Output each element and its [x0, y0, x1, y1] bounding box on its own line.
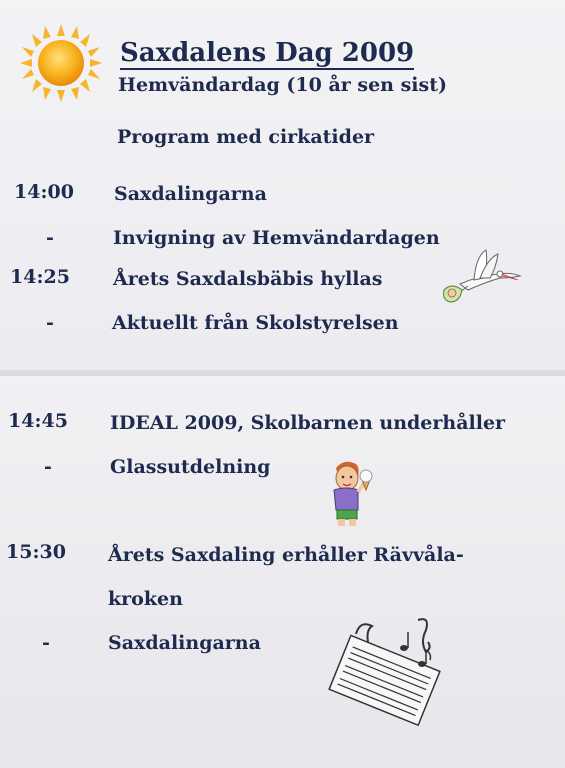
section-heading: Program med cirkatider	[117, 126, 375, 148]
sheet-music-icon	[322, 612, 450, 730]
sun-icon	[18, 22, 104, 104]
page-title: Saxdalens Dag 2009	[120, 38, 415, 68]
program-time: -	[46, 312, 54, 334]
program-activity: Aktuellt från Skolstyrelsen	[112, 312, 399, 334]
program-activity: Invigning av Hemvändardagen	[113, 227, 440, 249]
program-time: 14:00	[14, 181, 74, 203]
child-ice-cream-icon	[326, 458, 378, 528]
program-time: -	[42, 632, 50, 654]
program-activity: kroken	[108, 588, 183, 610]
program-time: -	[44, 456, 52, 478]
program-time: -	[46, 227, 54, 249]
program-activity: Årets Saxdaling erhåller Rävvåla-	[108, 544, 464, 566]
stork-icon	[438, 246, 524, 306]
program-activity: IDEAL 2009, Skolbarnen underhåller	[110, 412, 506, 434]
program-time: 14:45	[8, 410, 68, 432]
program-activity: Glassutdelning	[110, 456, 271, 478]
program-activity: Saxdalingarna	[114, 183, 267, 205]
page-subtitle: Hemvändardag (10 år sen sist)	[118, 74, 447, 96]
program-activity: Saxdalingarna	[108, 632, 261, 654]
program-activity: Årets Saxdalsbäbis hyllas	[113, 268, 383, 290]
program-time: 15:30	[6, 541, 66, 563]
program-time: 14:25	[10, 266, 70, 288]
